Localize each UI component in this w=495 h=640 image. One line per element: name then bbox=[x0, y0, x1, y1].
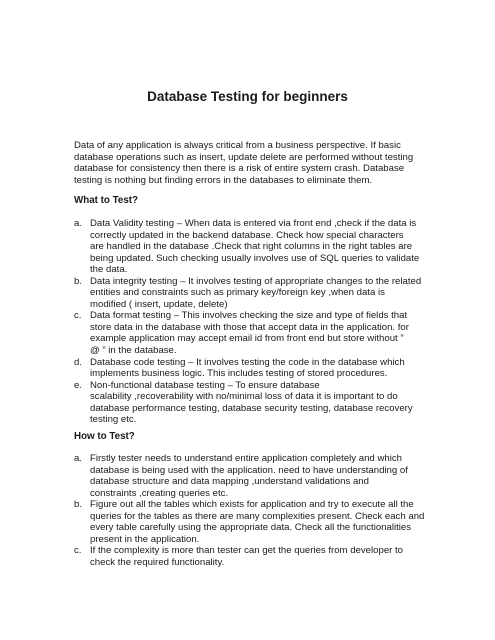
list-item bbox=[74, 357, 434, 380]
list-item-line: implements business logic. This includes testing of stored procedures. bbox=[90, 368, 388, 380]
list-item bbox=[74, 453, 434, 499]
list-item-line: Firstly tester needs to understand entire application completely and which bbox=[90, 453, 402, 464]
list-item bbox=[74, 276, 434, 311]
list-marker: b. bbox=[74, 275, 83, 287]
list-item-line: Data integrity testing – It involves testing of appropriate changes to the related bbox=[90, 275, 422, 287]
list-item-line: Data format testing – This involves checking the size and type of fields that bbox=[90, 310, 408, 322]
list-item-line: constraints ,creating queries etc. bbox=[90, 487, 229, 499]
intro-line: database for consistency then there is a risk of entire system crash. Database bbox=[74, 163, 405, 174]
list-marker: a. bbox=[74, 453, 83, 464]
list-item-line: entities and constraints such as primary key/foreign key ,when data is bbox=[90, 287, 385, 299]
page-title: Database Testing for beginners bbox=[147, 89, 348, 104]
list-item-line: Database code testing – It involves testing the code in the database which bbox=[90, 356, 405, 368]
list-item-line: If the complexity is more than tester can get the queries from developer to bbox=[90, 545, 404, 557]
intro-line: Data of any application is always critical from a business perspective. If basic bbox=[74, 140, 401, 151]
list-item-line: example application may accept email id from front end but store without ” bbox=[90, 333, 404, 345]
list-marker: c. bbox=[74, 310, 82, 322]
intro-line: testing is nothing but finding errors in the databases to eliminate them. bbox=[74, 174, 373, 186]
how-to-test-list bbox=[74, 453, 434, 568]
list-item-line: modified ( insert, update, delete) bbox=[90, 298, 228, 310]
list-item-line: the data. bbox=[90, 264, 128, 276]
intro-paragraph bbox=[74, 140, 434, 186]
list-item-line: present in the application. bbox=[90, 533, 200, 545]
list-item-line: testing etc. bbox=[90, 414, 137, 426]
list-item bbox=[74, 499, 434, 545]
list-item-line: every table carefully using the appropriate data. Check all the functionalities bbox=[90, 522, 412, 534]
what-to-test-heading: What to Test? bbox=[74, 195, 139, 206]
list-item bbox=[74, 545, 434, 568]
list-item-line: @ ” in the database. bbox=[90, 345, 177, 357]
list-item bbox=[74, 218, 434, 276]
list-marker: d. bbox=[74, 356, 83, 368]
intro-line: database operations such as insert, update delete are performed without testing bbox=[74, 151, 414, 163]
list-item-line: Figure out all the tables which exists for application and try to execute all the bbox=[90, 499, 414, 511]
list-item-line: check the required functionality. bbox=[90, 556, 225, 568]
list-marker: b. bbox=[74, 499, 83, 511]
list-item-line: Non-functional database testing – To ensure database bbox=[90, 379, 320, 391]
list-item bbox=[74, 380, 434, 426]
list-item-line: database structure and data mapping ,understand validations and bbox=[90, 476, 369, 488]
list-item-line: database performance testing, database security testing, database recovery bbox=[90, 402, 413, 414]
list-item-line: store data in the database with those that accept data in the application. for bbox=[90, 321, 409, 333]
list-item-line: Data Validity testing – When data is entered via front end ,check if the data is bbox=[90, 218, 417, 229]
list-item-line: being updated. Such checking usually involves use of SQL queries to validate bbox=[90, 252, 420, 264]
list-item bbox=[74, 310, 434, 356]
list-item-line: correctly updated in the backend database. Check how special characters bbox=[90, 229, 404, 241]
list-marker: e. bbox=[74, 379, 83, 391]
list-item-line: database is being used with the application. need to have understanding of bbox=[90, 464, 408, 476]
how-to-test-heading: How to Test? bbox=[74, 431, 135, 442]
list-marker: a. bbox=[74, 218, 83, 229]
list-item-line: queries for the tables as there are many complexities present. Check each and bbox=[90, 510, 425, 522]
list-marker: c. bbox=[74, 545, 82, 557]
what-to-test-list bbox=[74, 218, 434, 426]
list-item-line: are handled in the database .Check that right columns in the right tables are bbox=[90, 241, 413, 253]
list-item-line: scalability ,recoverability with no/minimal loss of data it is important to do bbox=[90, 391, 398, 403]
